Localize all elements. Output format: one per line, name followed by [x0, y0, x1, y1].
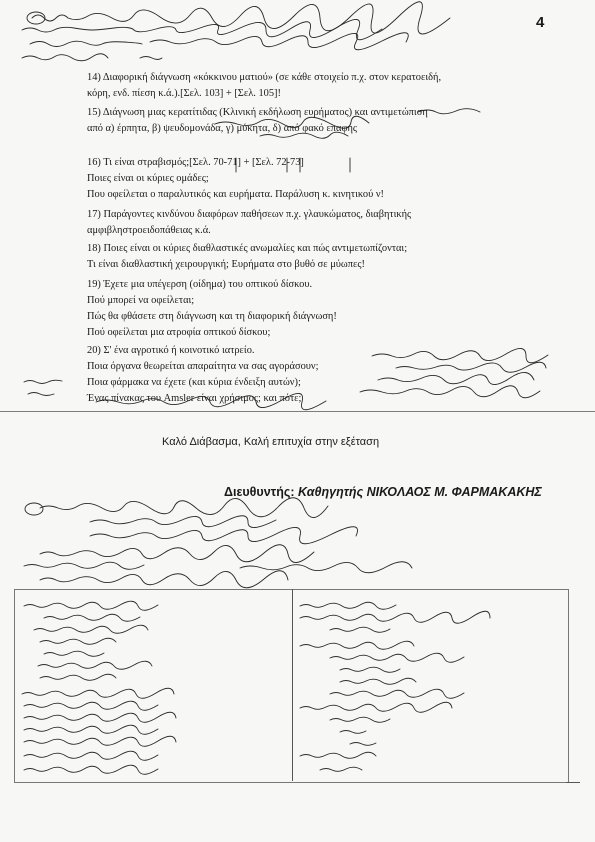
page-number: 4: [536, 14, 545, 31]
question-18: [87, 241, 557, 273]
hw-top-line-1: [32, 2, 450, 34]
hw-top-line-4: [22, 54, 162, 61]
question-20-line-1: 20) Σ' ένα αγροτικό ή κοινοτικό ιατρείο.: [87, 345, 255, 356]
margin-tick: [566, 782, 580, 783]
question-19: [87, 277, 557, 341]
hw-sig-line-6: [40, 571, 288, 588]
question-19-line-3: Πώς θα φθάσετε στη διάγνωση και τη διαφορική διάγνωση!: [87, 311, 337, 322]
question-17-line-2: αμφιβληστροειδοπάθειας κ.ά.: [87, 225, 211, 236]
question-20-line-4: Ένας πίνακας του Amsler είναι χρήσιμος; και πότε;: [87, 393, 302, 404]
question-16-line-2: Ποιες είναι οι κύριες ομάδες;: [87, 173, 209, 184]
question-16: [87, 155, 557, 203]
notes-column-divider: [292, 589, 293, 781]
hw-sig-circle: [25, 503, 43, 515]
hw-top-line-2: [22, 19, 382, 39]
question-15: [87, 105, 557, 137]
question-19-line-1: 19) Έχετε μια υπέγερση (οίδημα) του οπτικού δίσκου.: [87, 279, 313, 290]
question-20-line-3: Ποια φάρμακα να έχετε (και κύρια ένδειξη αυτών);: [87, 377, 301, 388]
question-19-line-4: Πού οφείλεται μια ατροφία οπτικού δίσκου;: [87, 327, 271, 338]
question-18-line-1: 18) Ποιες είναι οι κύριες διαθλαστικές ανωμαλίες και πώς αντιμετωπίζονται;: [87, 243, 408, 254]
hw-circle-14: [27, 12, 45, 24]
hw-left-margin-note: [24, 380, 62, 395]
question-20-line-2: Ποια όργανα θεωρείται απαραίτητα να σας αγοράσουν;: [87, 361, 319, 372]
closing-text: Καλό Διάβασμα, Καλή επιτυχία στην εξέταση: [162, 436, 380, 448]
signature: [224, 485, 542, 499]
hw-sig-line-5: [24, 562, 412, 573]
question-15-line-2: από α) έρπητα, β) ψευδομονάδα, γ) μύκητα, δ) από φακό επαφής: [87, 123, 358, 134]
scan-divider: [0, 411, 595, 412]
question-19-line-2: Πού μπορεί να οφείλεται;: [87, 295, 195, 306]
signature-name: Καθηγητής ΝΙΚΟΛΑΟΣ Μ. ΦΑΡΜΑΚΑΚΗΣ: [298, 485, 542, 499]
question-17-line-1: 17) Παράγοντες κινδύνου διαφόρων παθήσεων π.χ. γλαυκώματος, διαβητικής: [87, 209, 412, 220]
hw-top-line-3: [30, 33, 408, 50]
question-14-line-2: κόρη, ενδ. πίεση κ.ά.).[Σελ. 103] + [Σελ. 105]!: [87, 88, 281, 99]
question-15-line-1: 15) Διάγνωση μιας κερατίτιδας (Κλινική εκδήλωση ευρήματος) και αντιμετώπιση: [87, 107, 428, 118]
signature-role: Διευθυντής:: [224, 485, 295, 499]
hw-sig-line-3: [90, 527, 358, 544]
hw-sig-line-4: [40, 545, 314, 563]
hw-sig-line-1: [40, 498, 328, 518]
question-18-line-2: Τι είναι διαθλαστική χειρουργική; Ευρήματα στο βυθό σε μύωπες!: [87, 259, 365, 270]
question-20: [87, 343, 557, 407]
question-16-line-1: 16) Τι είναι στραβισμός;[Σελ. 70-71] + [Σελ. 72-73]: [87, 157, 304, 168]
question-14-line-1: 14) Διαφορική διάγνωση «κόκκινου ματιού» (σε κάθε στοιχείο π.χ. στον κερατοειδή,: [87, 72, 442, 83]
question-17: [87, 207, 557, 239]
question-14: [87, 70, 557, 102]
hw-sig-line-2: [90, 516, 276, 528]
question-16-line-3: Που οφείλεται ο παραλυτικός και ευρήματα. Παράλυση κ. κινητικού ν!: [87, 189, 385, 200]
